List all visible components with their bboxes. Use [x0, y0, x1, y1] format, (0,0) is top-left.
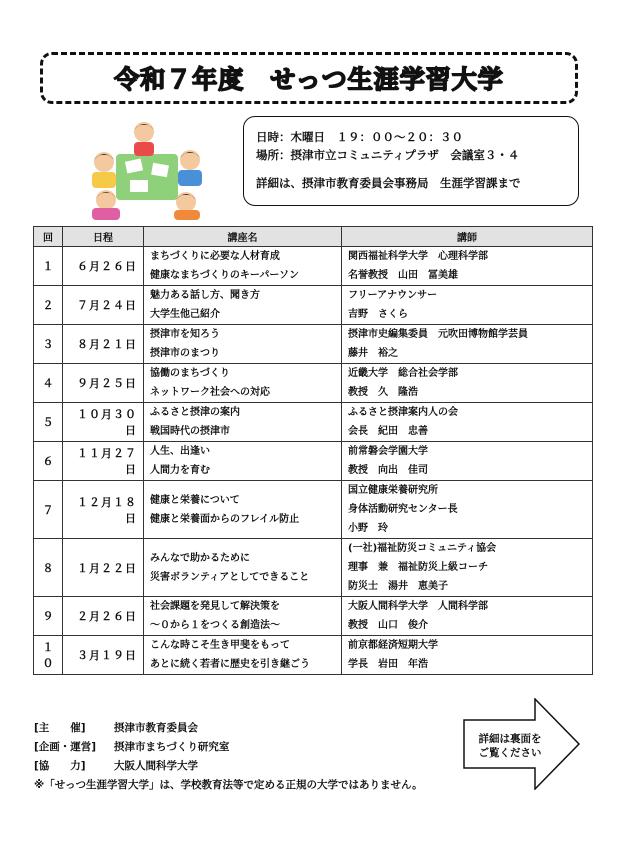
lecture-line: 戦国時代の摂津市 [150, 426, 230, 437]
row-date: ６月２６日 [63, 247, 144, 286]
header-instructor: 講師 [342, 227, 593, 247]
lecture-line: 摂津市を知ろう [150, 329, 220, 340]
row-lecture [144, 325, 342, 364]
row-lecture [144, 539, 342, 597]
lecture-line: 協働のまちづくり [150, 368, 230, 379]
sponsor-row [34, 719, 423, 738]
table-shape [116, 154, 178, 200]
lecture-line: ネットワーク社会への対応 [150, 387, 270, 398]
row-lecture [144, 286, 342, 325]
lecture-line: 魅力ある話し方、聞き方 [150, 290, 260, 301]
row-instructor [342, 403, 593, 442]
instructor-line: 教授 山口 俊介 [348, 620, 428, 631]
lecture-line: まちづくりに必要な人材育成 [150, 251, 280, 262]
instructor-line: 国立健康栄養研究所 [348, 485, 438, 496]
row-lecture [144, 636, 342, 675]
row-date: ２月２６日 [63, 597, 144, 636]
lecture-line: みんなで助かるために [150, 552, 250, 564]
header-lecture: 講座名 [144, 227, 342, 247]
lecture-line: ～０から１をつくる創造法～ [150, 620, 280, 631]
row-lecture [144, 481, 342, 539]
table-row [34, 597, 593, 636]
footer-credits [34, 719, 423, 795]
instructor-line: 理事 兼 福祉防災上級コーチ [348, 562, 488, 573]
lecture-line: 社会課題を発見して解決策を [150, 601, 280, 612]
lecture-line: 健康と栄養について [150, 494, 240, 506]
table-row [34, 364, 593, 403]
page-title: 令和７年度 せっつ生涯学習大学 [114, 65, 504, 94]
row-date: １０月３０日 [63, 403, 144, 442]
instructor-line: 身体活動研究センター長 [348, 504, 458, 515]
see-back-line-1: 詳細は裏面を [478, 733, 542, 745]
table-row [34, 442, 593, 481]
row-lecture [144, 597, 342, 636]
row-no: ６ [34, 442, 63, 481]
instructor-line: 前京都経済短期大学 [348, 640, 438, 651]
table-row [34, 481, 593, 539]
row-instructor [342, 325, 593, 364]
lecture-line: 人生、出逢い [150, 446, 210, 457]
row-date: １２月１８日 [63, 481, 144, 539]
row-no: １０ [34, 636, 63, 675]
instructor-line: 学長 岩田 年浩 [348, 659, 428, 670]
instructor-line: 前常磐会学園大学 [348, 446, 428, 457]
group-discussion-illustration [86, 118, 208, 220]
instructor-line: 防災士 湯井 恵美子 [348, 581, 448, 592]
row-lecture [144, 403, 342, 442]
row-instructor [342, 442, 593, 481]
instructor-line: 小野 玲 [348, 523, 388, 534]
instructor-line: 大阪人間科学大学 人間科学部 [348, 601, 488, 612]
row-instructor [342, 286, 593, 325]
planning-row [34, 738, 423, 757]
table-row [34, 325, 593, 364]
title-banner [40, 52, 578, 104]
instructor-line: ふるさと摂津案内人の会 [348, 407, 458, 418]
instructor-line: 吉野 さくら [348, 309, 408, 320]
details-text: 詳細は、摂津市教育委員会事務局 生涯学習課まで [256, 176, 521, 190]
table-row [34, 247, 593, 286]
table-row [34, 403, 593, 442]
lecture-line: 大学生他己紹介 [150, 309, 220, 320]
place-text: 場所：摂津市立コミュニティプラザ 会議室３・４ [256, 148, 520, 162]
see-back-note [466, 732, 554, 760]
instructor-line: 藤井 裕之 [348, 348, 398, 359]
datetime-text: 日時：木曜日 １９：００～２０：３０ [256, 130, 463, 144]
row-lecture [144, 442, 342, 481]
row-date: ８月２１日 [63, 325, 144, 364]
lecture-line: こんな時こそ生き甲斐をもって [150, 640, 290, 651]
row-date: １１月２７日 [63, 442, 144, 481]
header-date: 日程 [63, 227, 144, 247]
row-date: ９月２５日 [63, 364, 144, 403]
row-no: ２ [34, 286, 63, 325]
row-instructor [342, 539, 593, 597]
row-date: ７月２４日 [63, 286, 144, 325]
table-row [34, 539, 593, 597]
lecture-line: 健康と栄養面からのフレイル防止 [150, 513, 300, 525]
disclaimer-note: ※「せっつ生涯学習大学」は、学校教育法等で定める正規の大学ではありません。 [34, 779, 423, 791]
table-header-row [34, 227, 593, 247]
row-instructor [342, 597, 593, 636]
planning-label: [企画・運営] [34, 741, 97, 753]
row-lecture [144, 247, 342, 286]
row-instructor [342, 636, 593, 675]
instructor-line: 教授 向出 佳司 [348, 465, 428, 476]
row-no: ５ [34, 403, 63, 442]
instructor-line: (一社)福祉防災コミュニティ協会 [348, 543, 497, 554]
schedule-table [33, 226, 593, 675]
row-no: ７ [34, 481, 63, 539]
row-no: ３ [34, 325, 63, 364]
row-no: ４ [34, 364, 63, 403]
header-no: 回 [34, 227, 63, 247]
row-instructor [342, 247, 593, 286]
info-box [243, 116, 579, 206]
lecture-line: 人間力を育む [150, 465, 210, 476]
instructor-line: 関西福祉科学大学 心理科学部 [348, 251, 488, 262]
instructor-line: 摂津市史編集委員 元吹田博物館学芸員 [348, 329, 528, 340]
lecture-line: 健康なまちづくりのキーパーソン [150, 270, 299, 281]
cooperation-label: [協 力] [34, 760, 86, 772]
sponsor-value: 摂津市教育委員会 [114, 722, 198, 734]
row-date: １月２２日 [63, 539, 144, 597]
row-no: １ [34, 247, 63, 286]
instructor-line: 近畿大学 総合社会学部 [348, 368, 458, 379]
row-lecture [144, 364, 342, 403]
cooperation-value: 大阪人間科学大学 [114, 760, 198, 772]
instructor-line: 名誉教授 山田 冨美雄 [348, 270, 458, 281]
see-back-line-2: ご覧ください [478, 747, 542, 759]
cooperation-row [34, 757, 423, 776]
table-row [34, 286, 593, 325]
row-no: ８ [34, 539, 63, 597]
sponsor-label: [主 催] [34, 722, 86, 734]
instructor-line: フリーアナウンサー [348, 290, 438, 301]
row-instructor [342, 364, 593, 403]
lecture-line: 災害ボランティアとしてできること [150, 571, 310, 583]
lecture-line: 摂津市のまつり [150, 348, 220, 359]
lecture-line: ふるさと摂津の案内 [150, 407, 240, 418]
instructor-line: 教授 久 隆浩 [348, 387, 418, 398]
instructor-line: 会長 紀田 忠善 [348, 426, 428, 437]
lecture-line: あとに続く若者に歴史を引き継ごう [150, 659, 310, 670]
row-no: ９ [34, 597, 63, 636]
row-date: ３月１９日 [63, 636, 144, 675]
table-row [34, 636, 593, 675]
planning-value: 摂津市まちづくり研究室 [114, 741, 230, 753]
row-instructor [342, 481, 593, 539]
